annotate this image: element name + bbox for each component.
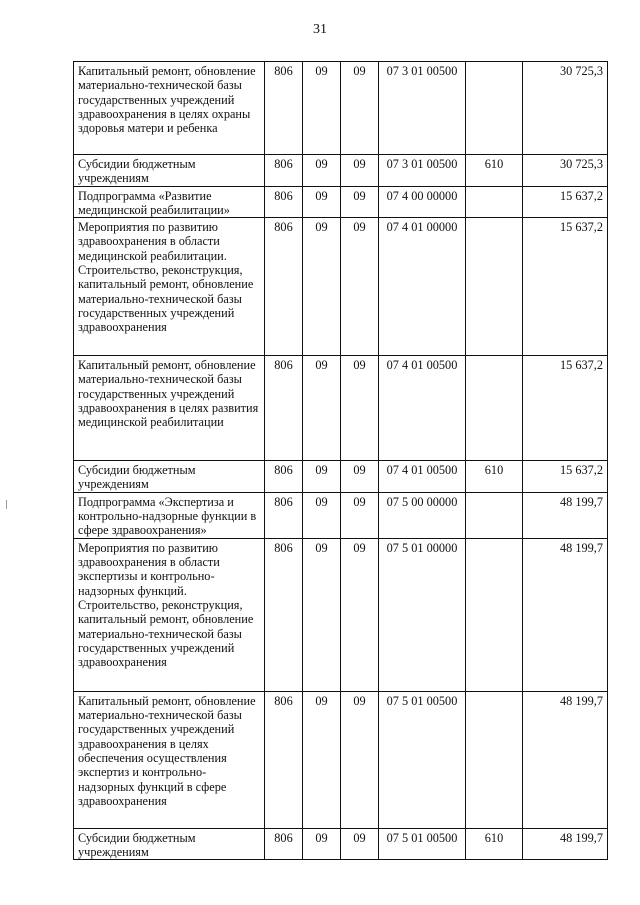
row-expense-code: 610	[466, 155, 523, 187]
table-row	[74, 218, 608, 356]
row-name: Капитальный ремонт, обновление материально-технической базы государственных учреждений здравоохранения в целях развития медицинской реабилитации	[74, 356, 265, 461]
row-name: Подпрограмма «Развитие медицинской реабилитации»	[74, 186, 265, 218]
row-subsection-code: 09	[341, 538, 379, 691]
row-section-code: 09	[303, 828, 341, 860]
row-subsection-code: 09	[341, 218, 379, 356]
row-expense-code	[466, 62, 523, 155]
row-name: Субсидии бюджетным учреждениям	[74, 155, 265, 187]
row-section-code: 09	[303, 155, 341, 187]
row-expense-code	[466, 186, 523, 218]
row-section-code: 09	[303, 538, 341, 691]
row-expense-code	[466, 356, 523, 461]
row-section-code: 09	[303, 186, 341, 218]
row-expense-code: 610	[466, 461, 523, 493]
row-expense-code	[466, 218, 523, 356]
table-row	[74, 691, 608, 828]
row-target-code: 07 5 01 00500	[379, 828, 466, 860]
row-ministry-code: 806	[265, 218, 303, 356]
row-ministry-code: 806	[265, 538, 303, 691]
row-ministry-code: 806	[265, 691, 303, 828]
row-ministry-code: 806	[265, 828, 303, 860]
row-amount: 48 199,7	[523, 828, 608, 860]
row-expense-code	[466, 492, 523, 538]
row-section-code: 09	[303, 356, 341, 461]
row-name: Субсидии бюджетным учреждениям	[74, 461, 265, 493]
row-amount: 48 199,7	[523, 691, 608, 828]
row-subsection-code: 09	[341, 828, 379, 860]
row-target-code: 07 5 00 00000	[379, 492, 466, 538]
row-target-code: 07 4 01 00500	[379, 461, 466, 493]
row-expense-code	[466, 538, 523, 691]
row-section-code: 09	[303, 218, 341, 356]
budget-table	[73, 61, 608, 860]
row-subsection-code: 09	[341, 691, 379, 828]
row-target-code: 07 4 00 00000	[379, 186, 466, 218]
row-name: Капитальный ремонт, обновление материально-технической базы государственных учреждений здравоохранения в целях обеспечения осуществления экспертиз и контрольно-надзорных функций в сфере здравоохранения	[74, 691, 265, 828]
row-section-code: 09	[303, 461, 341, 493]
row-amount: 15 637,2	[523, 186, 608, 218]
row-amount: 48 199,7	[523, 538, 608, 691]
row-ministry-code: 806	[265, 155, 303, 187]
row-subsection-code: 09	[341, 186, 379, 218]
row-subsection-code: 09	[341, 461, 379, 493]
row-target-code: 07 4 01 00500	[379, 356, 466, 461]
row-expense-code: 610	[466, 828, 523, 860]
table-row	[74, 62, 608, 155]
row-target-code: 07 3 01 00500	[379, 155, 466, 187]
row-ministry-code: 806	[265, 461, 303, 493]
row-amount: 30 725,3	[523, 155, 608, 187]
table-row	[74, 155, 608, 187]
scan-edge-mark	[6, 500, 7, 509]
row-target-code: 07 3 01 00500	[379, 62, 466, 155]
row-target-code: 07 5 01 00500	[379, 691, 466, 828]
table-row	[74, 538, 608, 691]
row-expense-code	[466, 691, 523, 828]
row-ministry-code: 806	[265, 492, 303, 538]
page-number: 31	[313, 22, 327, 37]
row-target-code: 07 5 01 00000	[379, 538, 466, 691]
row-subsection-code: 09	[341, 62, 379, 155]
table-row	[74, 828, 608, 860]
row-ministry-code: 806	[265, 62, 303, 155]
row-amount: 15 637,2	[523, 461, 608, 493]
row-target-code: 07 4 01 00000	[379, 218, 466, 356]
table-row	[74, 356, 608, 461]
row-subsection-code: 09	[341, 155, 379, 187]
table-row	[74, 186, 608, 218]
row-name: Подпрограмма «Экспертиза и контрольно-надзорные функции в сфере здравоохранения»	[74, 492, 265, 538]
row-name: Капитальный ремонт, обновление материально-технической базы государственных учреждений здравоохранения в целях охраны здоровья матери и ребенка	[74, 62, 265, 155]
row-section-code: 09	[303, 492, 341, 538]
row-section-code: 09	[303, 691, 341, 828]
row-name: Мероприятия по развитию здравоохранения в области медицинской реабилитации. Строительство, реконструкция, капитальный ремонт, обновление материально-технической базы государственных учреждений здравоохранения	[74, 218, 265, 356]
table-row	[74, 461, 608, 493]
row-ministry-code: 806	[265, 186, 303, 218]
row-amount: 48 199,7	[523, 492, 608, 538]
row-subsection-code: 09	[341, 356, 379, 461]
row-name: Субсидии бюджетным учреждениям	[74, 828, 265, 860]
row-ministry-code: 806	[265, 356, 303, 461]
row-amount: 15 637,2	[523, 218, 608, 356]
row-amount: 15 637,2	[523, 356, 608, 461]
row-name: Мероприятия по развитию здравоохранения в области экспертизы и контрольно-надзорных функций. Строительство, реконструкция, капитальный ремонт, обновление материально-технической базы государственных учреждений здравоохранения	[74, 538, 265, 691]
row-amount: 30 725,3	[523, 62, 608, 155]
row-subsection-code: 09	[341, 492, 379, 538]
table-row	[74, 492, 608, 538]
row-section-code: 09	[303, 62, 341, 155]
